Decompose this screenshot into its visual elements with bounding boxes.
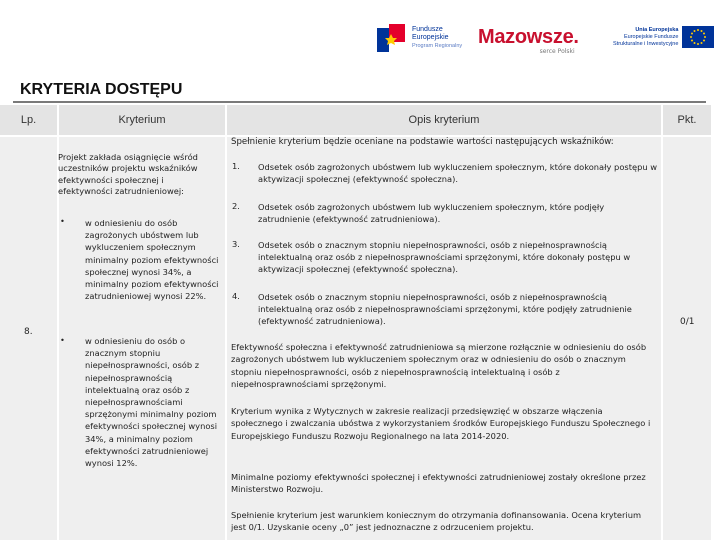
indicator-number: 2.: [232, 201, 240, 211]
ue-line-3: Strukturalne i Inwestycyjne: [613, 40, 679, 47]
description-paragraph: Kryterium wynika z Wytycznych w zakresie realizacji przedsięwzięć w obszarze włączenia społecznego i zwalczania ubóstwa z wykorzystaniem środków Europejskiego Funduszu Społecznego i Europejskiego Funduszu Rozwoju Regionalnego na lata 2014-2020.: [231, 406, 651, 441]
ue-line-2: Europejskie Fundusze: [624, 33, 679, 40]
fe-star-icon: [375, 22, 407, 54]
header-pkt: Pkt.: [663, 105, 711, 135]
mazowsze-wordmark: Mazowsze.: [478, 26, 579, 48]
bullet-icon: •: [60, 335, 65, 345]
fundusze-europejskie-logo: [375, 22, 462, 54]
indicator-number: 4.: [232, 291, 240, 301]
row-number: 8.: [24, 327, 33, 337]
indicator-text: Odsetek osób o znacznym stopniu niepełnosprawności, osób z niepełnosprawnością intelektualną oraz osób z niepełnosprawnościami sprzężonymi, które dokonały postępu w aktywizacji społecznej (efektywność społeczna).: [258, 240, 631, 275]
fe-line-3: Program Regionalny: [412, 43, 463, 49]
mazowsze-logo: [478, 26, 579, 55]
row-points: 0/1: [680, 317, 695, 327]
mazowsze-tagline: serce Polski: [539, 48, 575, 55]
fe-line-2: Europejskie: [412, 34, 449, 41]
cell-lp: [0, 137, 57, 540]
header-lp: Lp.: [0, 105, 57, 135]
description-paragraph: Minimalne poziomy efektywności społecznej i efektywności zatrudnieniowej zostały określone przez Ministerstwo Rozwoju.: [231, 472, 646, 495]
criterion-bullet: w odniesieniu do osób o znacznym stopniu niepełnosprawności, osób z niepełnosprawnością intelektualną oraz osób z niepełnosprawnościami sprzężonymi minimalny poziom efektywności społecznej wynosi 34%, a minimalny poziom efektywności zatrudnieniowej wynosi 12%.: [85, 336, 218, 469]
description-paragraph: Efektywność społeczna i efektywność zatrudnieniowa są mierzone rozłącznie w odniesieniu do osób zagrożonych ubóstwem lub wykluczeniem społecznym oraz w odniesieniu do osób o znacznym stopniu niepełnosprawności, osób z niepełnosprawnością intelektualną i osób z niepełnosprawnościami sprzężonymi.: [231, 342, 647, 390]
criterion-bullet: w odniesieniu do osób zagrożonych ubóstwem lub wykluczeniem społecznym minimalny poziom efektywności społecznej wynosi 34%, a minimalny poziom efektywności zatrudnieniowej wynosi 22%.: [85, 218, 219, 302]
title-divider: [13, 101, 706, 103]
description-paragraph: Spełnienie kryterium jest warunkiem koniecznym do otrzymania dofinansowania. Ocena kryterium jest 0/1. Uzyskanie oceny „0” jest jednoznaczne z odrzuceniem projektu.: [231, 510, 642, 533]
ue-line-1: Unia Europejska: [635, 26, 679, 33]
criterion-intro: Projekt zakłada osiągnięcie wśród uczestników projektu wskaźników efektywności społecznej i efektywności zatrudnieniowej:: [58, 152, 198, 197]
header-opis: Opis kryterium: [227, 105, 661, 135]
unia-europejska-logo: [613, 26, 714, 48]
indicator-number: 1.: [232, 161, 240, 171]
cell-pkt: [663, 137, 711, 540]
header-kryterium: Kryterium: [59, 105, 225, 135]
indicator-text: Odsetek osób zagrożonych ubóstwem lub wykluczeniem społecznym, które podjęły zatrudnienie (efektywność zatrudnieniowa).: [258, 202, 605, 225]
indicator-text: Odsetek osób o znacznym stopniu niepełnosprawności, osób z niepełnosprawnością intelektualną oraz osób z niepełnosprawnościami sprzężonymi, które podjęły zatrudnienie (efektywność zatrudnieniowa).: [258, 292, 632, 327]
description-intro: Spełnienie kryterium będzie oceniane na podstawie wartości następujących wskaźników:: [231, 137, 614, 147]
indicator-text: Odsetek osób zagrożonych ubóstwem lub wykluczeniem społecznym, które dokonały postępu w aktywizacji społecznej (efektywność społeczna).: [258, 162, 658, 185]
eu-flag-icon: [682, 26, 714, 48]
logo-bar: [0, 0, 720, 70]
bullet-icon: •: [60, 216, 65, 226]
page-title: KRYTERIA DOSTĘPU: [20, 81, 183, 98]
indicator-number: 3.: [232, 239, 240, 249]
fe-line-1: Fundusze: [412, 26, 443, 33]
